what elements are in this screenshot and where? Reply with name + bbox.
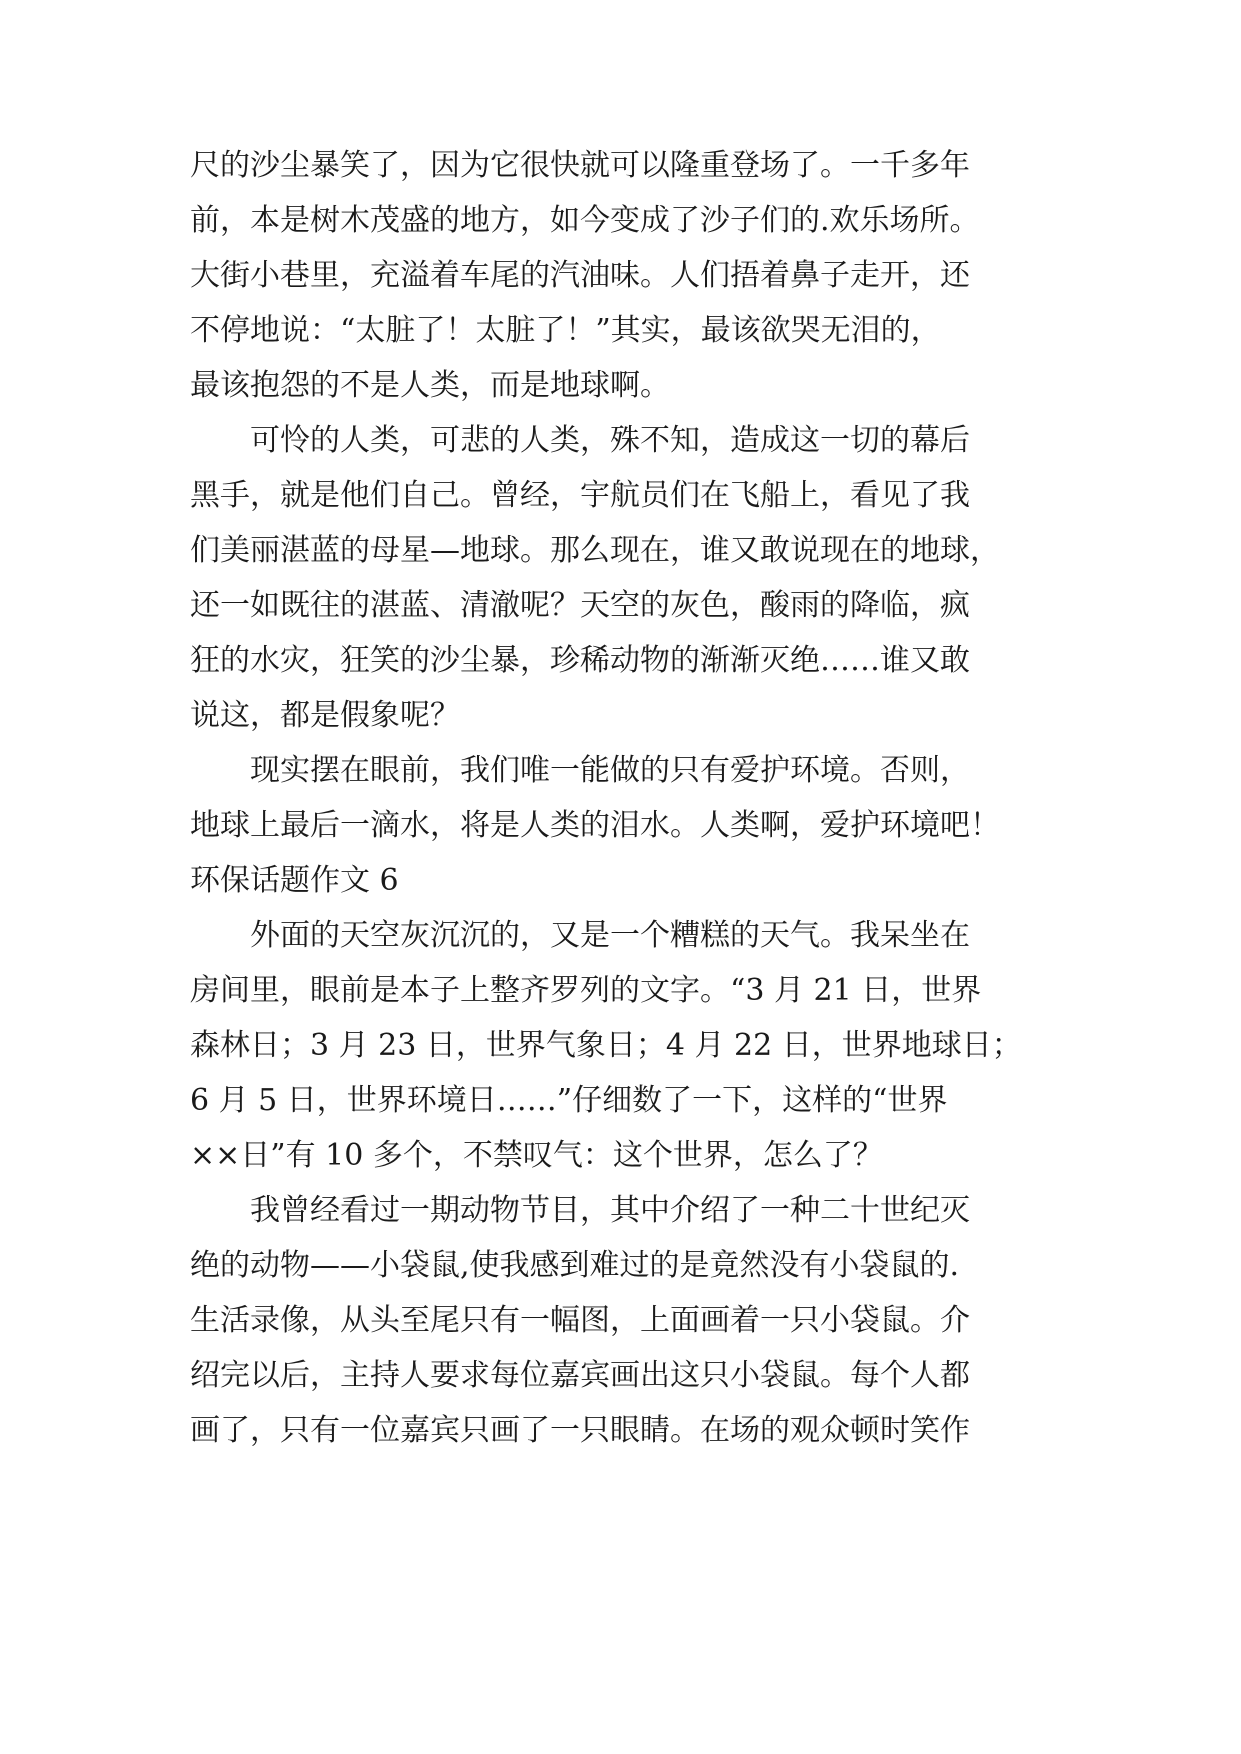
text-line: 生活录像，从头至尾只有一幅图，上面画着一只小袋鼠。介 (190, 1303, 970, 1338)
text-line: 黑手，就是他们自己。曾经，宇航员们在飞船上，看见了我 (190, 478, 970, 513)
text-line: 大街小巷里，充溢着车尾的汽油味。人们捂着鼻子走开，还 (190, 258, 970, 293)
text-line: 画了，只有一位嘉宾只画了一只眼睛。在场的观众顿时笑作 (190, 1413, 970, 1448)
text-line: 还一如既往的湛蓝、清澈呢？天空的灰色，酸雨的降临，疯 (190, 588, 970, 623)
text-line: 尺的沙尘暴笑了，因为它很快就可以隆重登场了。一千多年 (190, 148, 970, 183)
text-line: 森林日；3 月 23 日，世界气象日；4 月 22 日，世界地球日； (190, 1028, 1022, 1063)
paragraph-start: 外面的天空灰沉沉的，又是一个糟糕的天气。我呆坐在 (250, 918, 970, 953)
text-line: 房间里，眼前是本子上整齐罗列的文字。“3 月 21 日，世界 (190, 973, 982, 1008)
paragraph-start: 可怜的人类，可悲的人类，殊不知，造成这一切的幕后 (250, 423, 970, 458)
text-line: 6 月 5 日，世界环境日……”仔细数了一下，这样的“世界 (190, 1083, 948, 1118)
section-heading: 环保话题作文 6 (190, 863, 399, 898)
text-line: 前，本是树木茂盛的地方，如今变成了沙子们的.欢乐场所。 (190, 203, 980, 238)
text-line: 最该抱怨的不是人类，而是地球啊。 (190, 368, 670, 403)
text-line: 狂的水灾，狂笑的沙尘暴，珍稀动物的渐渐灭绝……谁又敢 (190, 643, 970, 678)
text-line: 绝的动物——小袋鼠,使我感到难过的是竟然没有小袋鼠的. (190, 1248, 960, 1283)
text-line: 们美丽湛蓝的母星—地球。那么现在，谁又敢说现在的地球， (190, 533, 1000, 568)
text-line: 不停地说：“太脏了！太脏了！”其实，最该欲哭无泪的， (190, 313, 941, 348)
text-line: 说这，都是假象呢？ (190, 698, 460, 733)
text-line: 地球上最后一滴水，将是人类的泪水。人类啊，爱护环境吧！ (190, 808, 1000, 843)
text-line: 绍完以后，主持人要求每位嘉宾画出这只小袋鼠。每个人都 (190, 1358, 970, 1393)
paragraph-start: 我曾经看过一期动物节目，其中介绍了一种二十世纪灭 (250, 1193, 970, 1228)
text-line: ××日”有 10 多个，不禁叹气：这个世界，怎么了？ (190, 1138, 883, 1173)
paragraph-start: 现实摆在眼前，我们唯一能做的只有爱护环境。否则， (250, 753, 970, 788)
